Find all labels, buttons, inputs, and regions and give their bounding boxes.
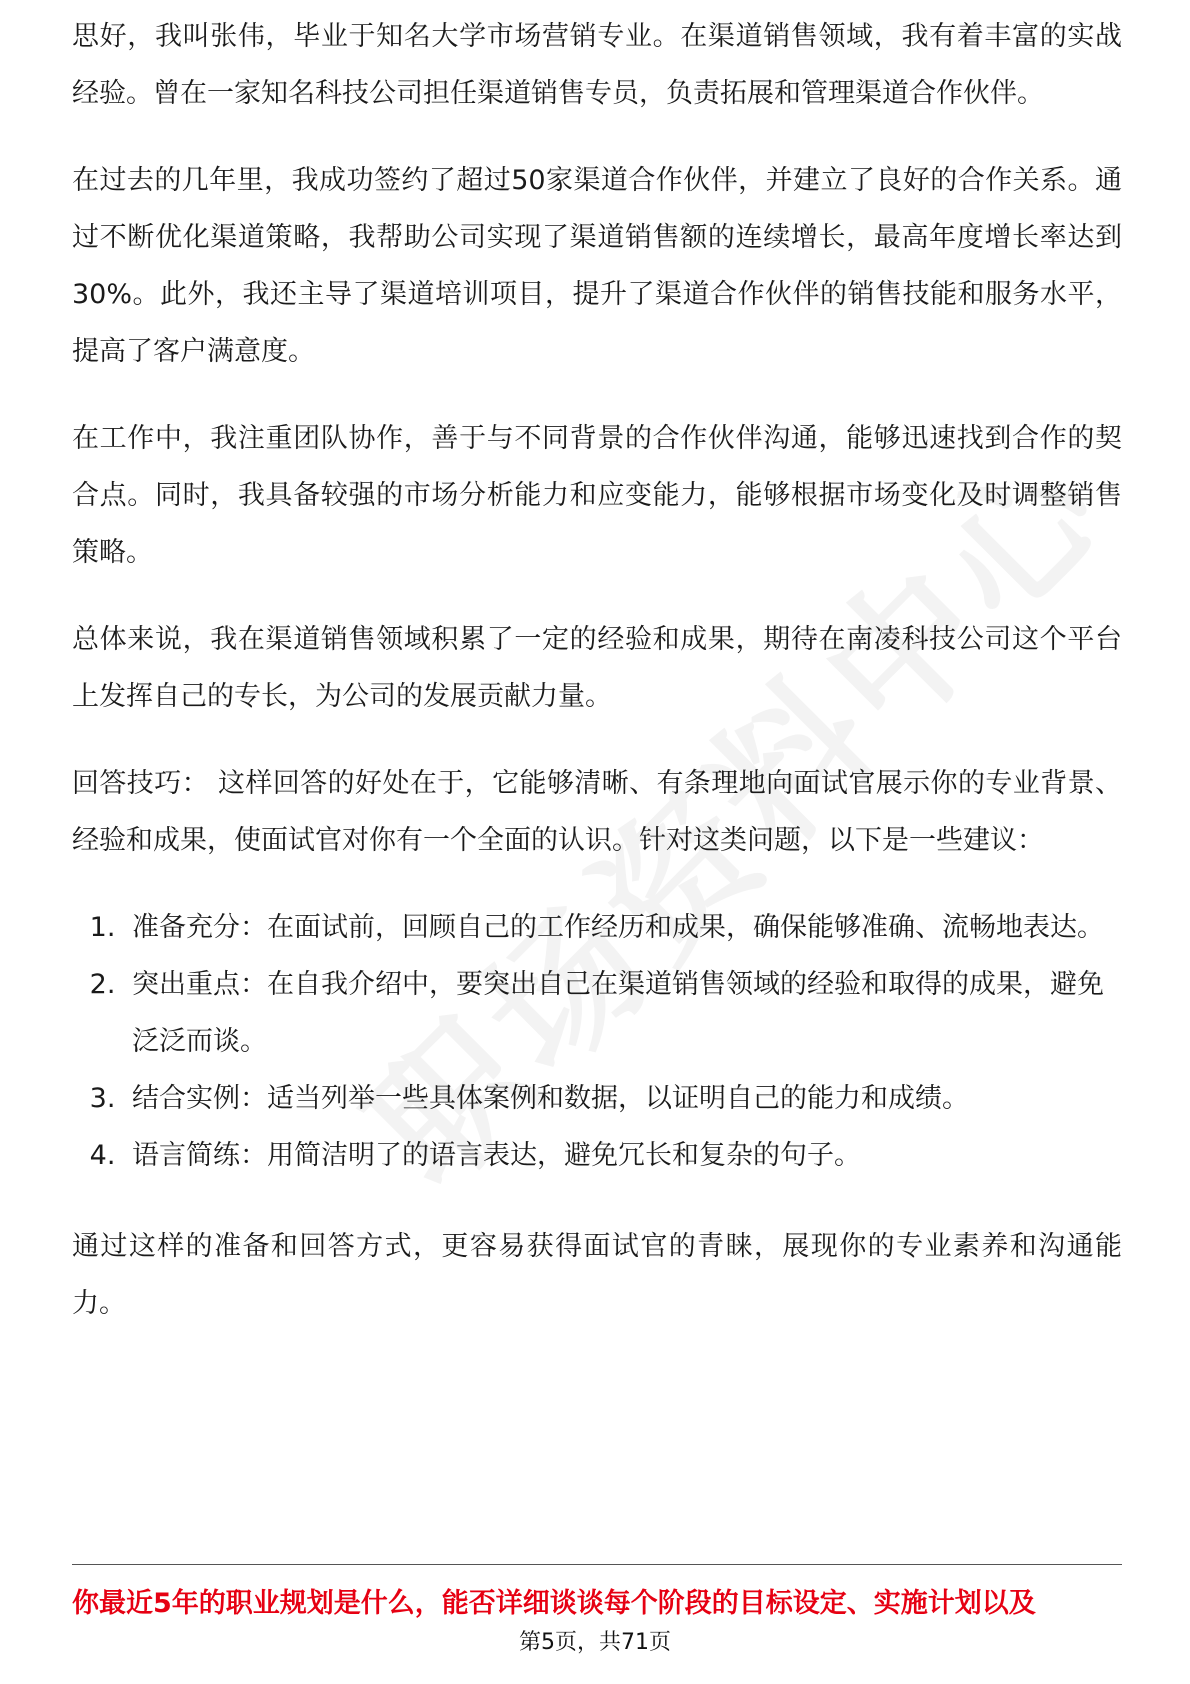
list-item: 1. 准备充分：在面试前，回顾自己的工作经历和成果，确保能够准确、流畅地表达。 (124, 899, 1122, 956)
list-item: 3. 结合实例：适当列举一些具体案例和数据，以证明自己的能力和成绩。 (124, 1070, 1122, 1127)
intro-paragraph: 思好，我叫张伟，毕业于知名大学市场营销专业。在渠道销售领域，我有着丰富的实战经验。曾在一家知名科技公司担任渠道销售专员，负责拓展和管理渠道合作伙伴。 (72, 21, 1122, 109)
achievements-paragraph: 在过去的几年里，我成功签约了超过50家渠道合作伙伴，并建立了良好的合作关系。通过不断优化渠道策略，我帮助公司实现了渠道销售额的连续增长，最高年度增长率达到30%。此外，我还主导了渠道培训项目，提升了渠道合作伙伴的销售技能和服务水平，提高了客户满意度。 (72, 165, 1122, 367)
divider (72, 1564, 1122, 1565)
answer-tips-paragraph: 回答技巧： 这样回答的好处在于，它能够清晰、有条理地向面试官展示你的专业背景、经验和成果，使面试官对你有一个全面的认识。针对这类问题，以下是一些建议： (72, 768, 1122, 856)
list-item: 4. 语言简练：用简洁明了的语言表达，避免冗长和复杂的句子。 (124, 1127, 1122, 1184)
summary-paragraph: 总体来说，我在渠道销售领域积累了一定的经验和成果，期待在南凌科技公司这个平台上发挥自己的专长，为公司的发展贡献力量。 (72, 624, 1122, 712)
next-question-heading: 你最近5年的职业规划是什么，能否详细谈谈每个阶段的目标设定、实施计划以及 (72, 1588, 1036, 1619)
tips-list (72, 899, 1122, 1184)
conclusion-paragraph: 通过这样的准备和回答方式，更容易获得面试官的青睐，展现你的专业素养和沟通能力。 (72, 1231, 1122, 1319)
teamwork-paragraph: 在工作中，我注重团队协作，善于与不同背景的合作伙伴沟通，能够迅速找到合作的契合点。同时，我具备较强的市场分析能力和应变能力，能够根据市场变化及时调整销售策略。 (72, 423, 1122, 568)
page-number: 第5页，共71页 (519, 1630, 671, 1655)
list-item: 2. 突出重点：在自我介绍中，要突出自己在渠道销售领域的经验和取得的成果，避免泛泛而谈。 (124, 956, 1122, 1070)
answer-body (72, 21, 1122, 1362)
